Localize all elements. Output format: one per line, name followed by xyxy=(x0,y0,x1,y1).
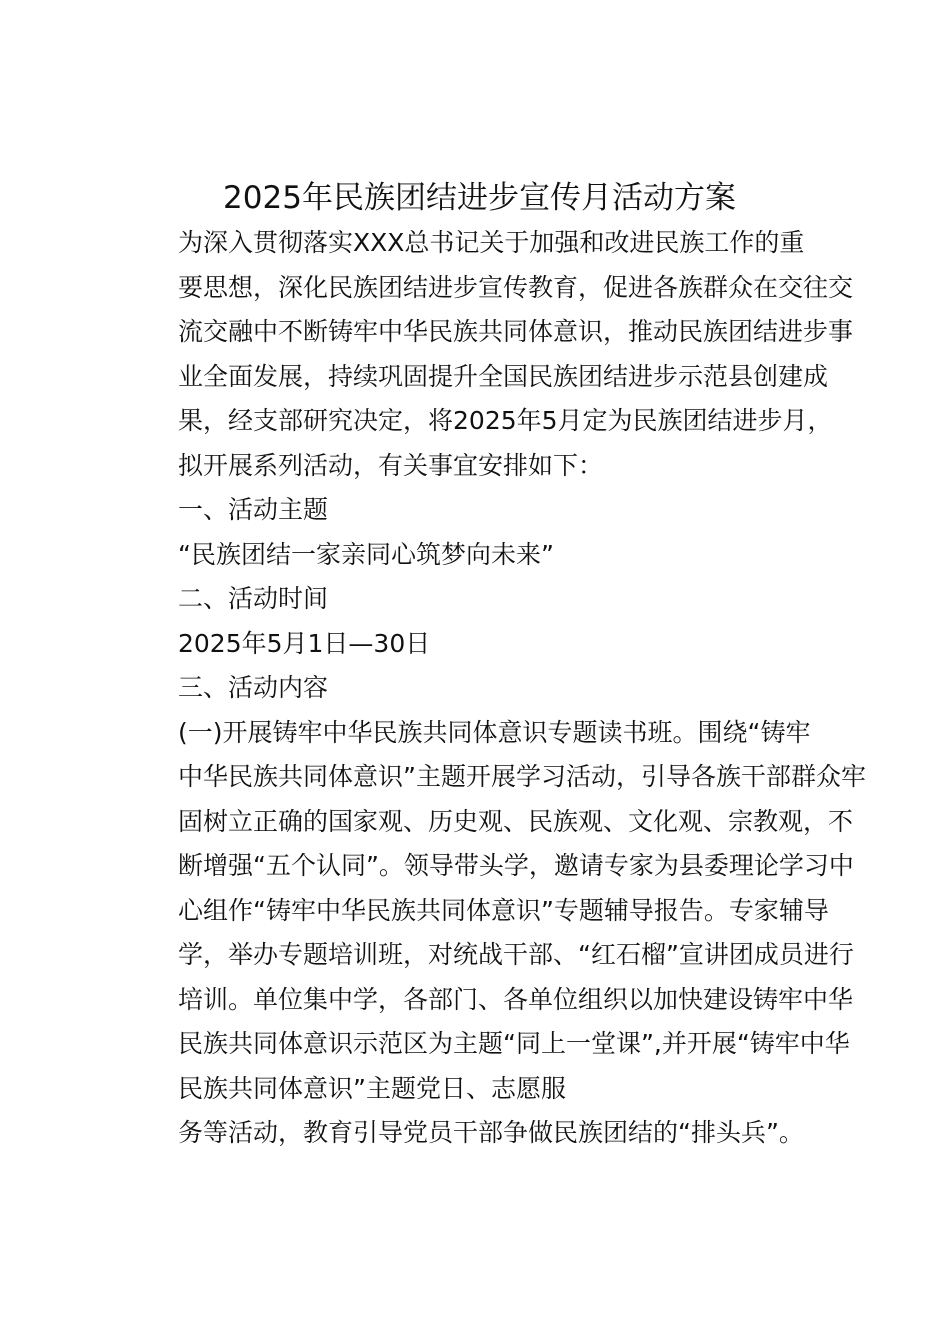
intro-line: 为深入贯彻落实XXX总书记关于加强和改进民族工作的重 xyxy=(178,228,805,257)
document-title: 2025年民族团结进步宣传月活动方案 xyxy=(223,180,736,216)
content-line: 民族共同体意识”主题党日、志愿服 xyxy=(178,1073,566,1103)
content-line: 断增强“五个认同”。领导带头学，邀请专家为县委理论学习中 xyxy=(178,851,854,880)
intro-line: 果，经支部研究决定，将2025年5月定为民族团结进步月， xyxy=(178,406,833,435)
content-item-1-continued: 务等活动，教育引导党员干部争做民族团结的“排头兵”。 xyxy=(178,1118,804,1147)
content-line: 中华民族共同体意识”主题开展学习活动，引导各族干部群众牢 xyxy=(178,762,866,791)
intro-line: 流交融中不断铸牢中华民族共同体意识，推动民族团结进步事 xyxy=(178,317,854,346)
content-line: 固树立正确的国家观、历史观、民族观、文化观、宗教观，不 xyxy=(178,806,854,836)
intro-line: 业全面发展，持续巩固提升全国民族团结进步示范县创建成 xyxy=(178,361,829,391)
theme-slogan: “民族团结一家亲同心筑梦向未来” xyxy=(178,539,554,569)
content-line: 心组作“铸牢中华民族共同体意识”专题辅导报告。专家辅导 xyxy=(178,895,829,925)
intro-paragraph xyxy=(128,221,854,488)
content-line: (一)开展铸牢中华民族共同体意识专题读书班。围绕“铸牢 xyxy=(178,717,811,747)
intro-line: 拟开展系列活动，有关事宜安排如下： xyxy=(178,450,604,480)
content-item-1 xyxy=(128,711,866,1112)
document-body xyxy=(128,175,866,1156)
intro-line: 要思想，深化民族团结进步宣传教育，促进各族群众在交往交 xyxy=(178,272,854,302)
section-heading-theme: 一、活动主题 xyxy=(178,495,329,524)
section-heading-content: 三、活动内容 xyxy=(178,673,329,702)
activity-time: 2025年5月1日—30日 xyxy=(178,628,431,658)
content-line: 学，举办专题培训班，对统战干部、“红石榴”宣讲团成员进行 xyxy=(178,940,854,969)
content-line: 培训。单位集中学，各部门、各单位组织以加快建设铸牢中华 xyxy=(178,984,854,1014)
section-heading-time: 二、活动时间 xyxy=(178,584,329,613)
content-line: 民族共同体意识示范区为主题“同上一堂课”,并开展“铸牢中华 xyxy=(178,1029,850,1058)
